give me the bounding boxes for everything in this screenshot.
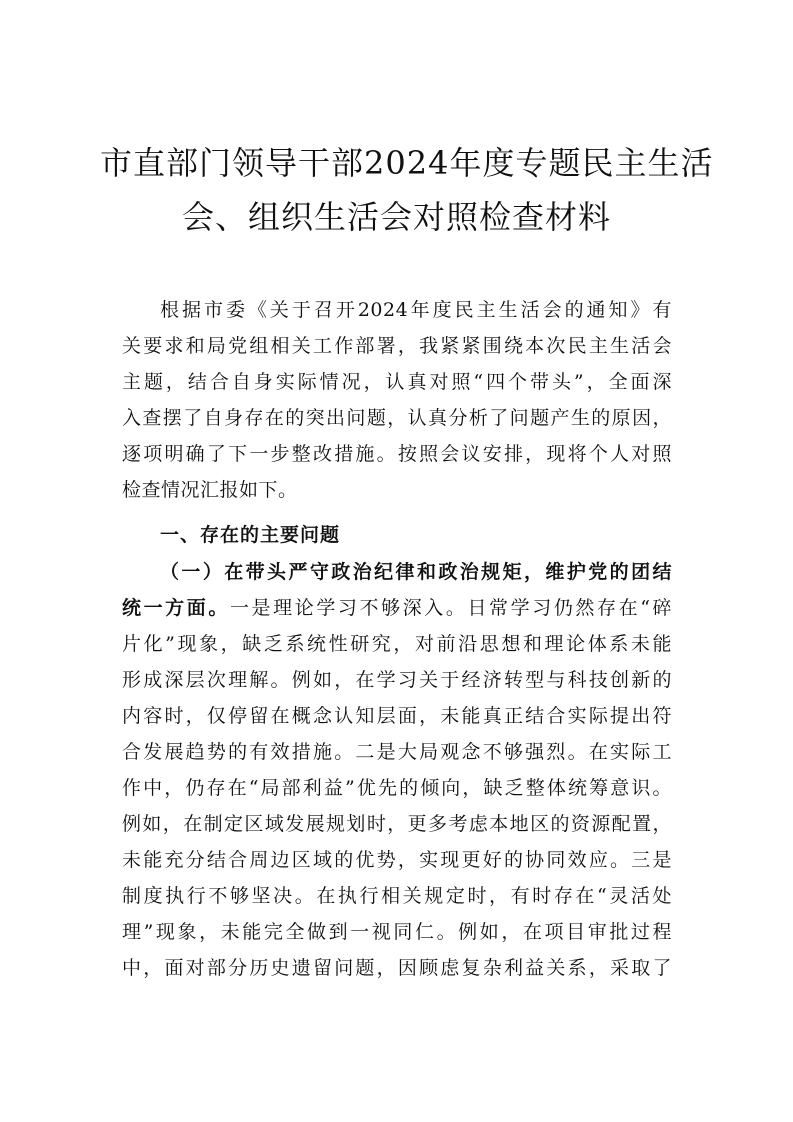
body-paragraph-line: 片化”现象，缺乏系统性研究，对前沿思想和理论体系未能 [122, 633, 672, 655]
subsection-heading: （一）在带头严守政治纪律和政治规矩，维护党的团结 [160, 561, 672, 583]
intro-paragraph-line: 关要求和局党组相关工作部署，我紧紧围绕本次民主生活会 [122, 335, 672, 357]
intro-paragraph-line: 主题，结合自身实际情况，认真对照“四个带头”，全面深 [122, 371, 672, 393]
subsection-heading-end: 统一方面。 [122, 597, 230, 619]
body-paragraph-line: 作中，仍存在“局部利益”优先的倾向，缺乏整体统筹意识。 [122, 777, 672, 799]
document-title-line-2: 会、组织生活会对照检查材料 [181, 198, 611, 236]
body-paragraph-line: 制度执行不够坚决。在执行相关规定时，有时存在“灵活处 [122, 885, 672, 907]
intro-paragraph-line: 入查摆了自身存在的突出问题，认真分析了问题产生的原因， [122, 407, 672, 429]
intro-paragraph-line: 根据市委《关于召开2024年度民主生活会的通知》有 [160, 299, 672, 321]
section-heading: 一、存在的主要问题 [160, 524, 341, 546]
intro-paragraph-line: 检查情况汇报如下。 [122, 479, 298, 501]
paragraph-text: 一是理论学习不够深入。日常学习仍然存在“碎 [229, 597, 672, 619]
body-paragraph-line: 例如，在制定区域发展规划时，更多考虑本地区的资源配置， [122, 813, 672, 835]
body-paragraph-line: 理”现象，未能完全做到一视同仁。例如，在项目审批过程 [122, 921, 672, 943]
subsection-paragraph-line [122, 595, 672, 621]
body-paragraph-line: 形成深层次理解。例如，在学习关于经济转型与科技创新的 [122, 669, 672, 691]
intro-paragraph-line: 逐项明确了下一步整改措施。按照会议安排，现将个人对照 [122, 443, 672, 465]
body-paragraph-line: 合发展趋势的有效措施。二是大局观念不够强烈。在实际工 [122, 741, 672, 763]
document-title-line-1: 市直部门领导干部2024年度专题民主生活 [100, 144, 714, 182]
body-paragraph-line: 未能充分结合周边区域的优势，实现更好的协同效应。三是 [122, 849, 672, 871]
body-paragraph-line: 中，面对部分历史遗留问题，因顾虑复杂利益关系，采取了 [122, 957, 672, 979]
body-paragraph-line: 内容时，仅停留在概念认知层面，未能真正结合实际提出符 [122, 705, 672, 727]
